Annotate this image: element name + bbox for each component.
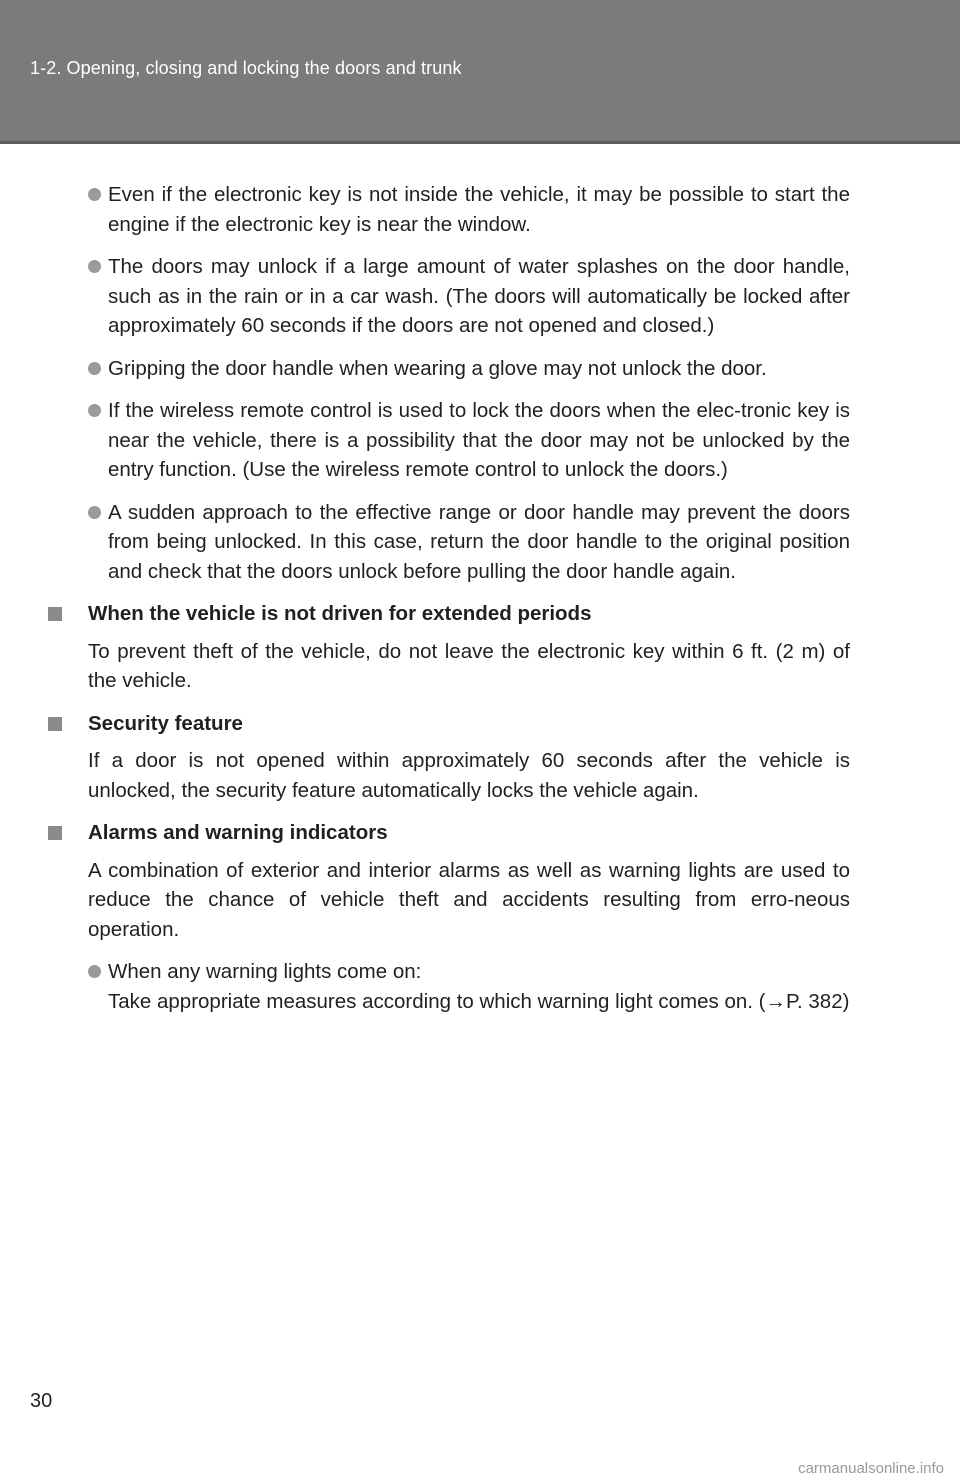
bullet-dot-icon xyxy=(88,404,101,417)
square-bullet-icon xyxy=(48,826,62,840)
sub-bullet-item xyxy=(88,957,850,1016)
bullet-text: Gripping the door handle when wearing a glove may not unlock the door. xyxy=(108,356,767,380)
section-heading-extended-periods xyxy=(48,599,850,629)
bullet-dot-icon xyxy=(88,506,101,519)
watermark: carmanualsonline.info xyxy=(798,1460,944,1477)
section-body-security-feature: If a door is not opened within approximately 60 seconds after the vehicle is unlocked, the security feature automatically locks the vehicle again. xyxy=(88,749,850,802)
section-heading-text: When the vehicle is not driven for extended periods xyxy=(88,602,592,625)
section-heading-security-feature xyxy=(48,709,850,739)
bullet-item xyxy=(88,180,850,239)
page-header xyxy=(0,0,960,144)
section-heading-text: Alarms and warning indicators xyxy=(88,821,388,844)
bullet-dot-icon xyxy=(88,260,101,273)
section-body-extended-periods: To prevent theft of the vehicle, do not leave the electronic key within 6 ft. (2 m) of the vehicle. xyxy=(88,639,850,692)
chapter-title: 1-2. Opening, closing and locking the doors and trunk xyxy=(30,58,462,78)
bullet-item xyxy=(88,354,850,384)
section-heading-alarms xyxy=(48,818,850,848)
bullet-item xyxy=(88,396,850,485)
section-body-alarms: A combination of exterior and interior alarms as well as warning lights are used to reduce the chance of vehicle theft and accidents resulting from erro-neous operation. xyxy=(88,858,850,941)
page-number: 30 xyxy=(30,1390,53,1412)
bullet-text: If the wireless remote control is used to lock the doors when the elec-tronic key is near the vehicle, there is a possibility that the door may not be unlocked by the entry function. (Use the wireless remote control to unlock the doors.) xyxy=(108,399,850,481)
section-heading-text: Security feature xyxy=(88,711,243,735)
page-content xyxy=(88,180,850,1016)
bullet-text: A sudden approach to the effective range or door handle may prevent the doors from being unlocked. In this case, return the door handle to the original position and check that the doors unlock before pulling the door handle again. xyxy=(108,500,850,583)
bullet-dot-icon xyxy=(88,362,101,375)
sub-bullet-line2: Take appropriate measures according to which warning light comes on. (→P. 382) xyxy=(108,989,850,1013)
bullet-item xyxy=(88,498,850,587)
square-bullet-icon xyxy=(48,717,62,731)
bullet-text: The doors may unlock if a large amount of water splashes on the door handle, such as in the rain or in a car wash. (The doors will automatically be locked after approximately 60 seconds if the doors are not opened and closed.) xyxy=(108,255,850,337)
bullet-text: Even if the electronic key is not inside the vehicle, it may be possible to start the engine if the electronic key is near the window. xyxy=(108,183,850,236)
square-bullet-icon xyxy=(48,607,62,621)
bullet-dot-icon xyxy=(88,965,101,978)
bullet-dot-icon xyxy=(88,188,101,201)
sub-bullet-line1: When any warning lights come on: xyxy=(108,960,422,983)
bullet-item xyxy=(88,252,850,341)
